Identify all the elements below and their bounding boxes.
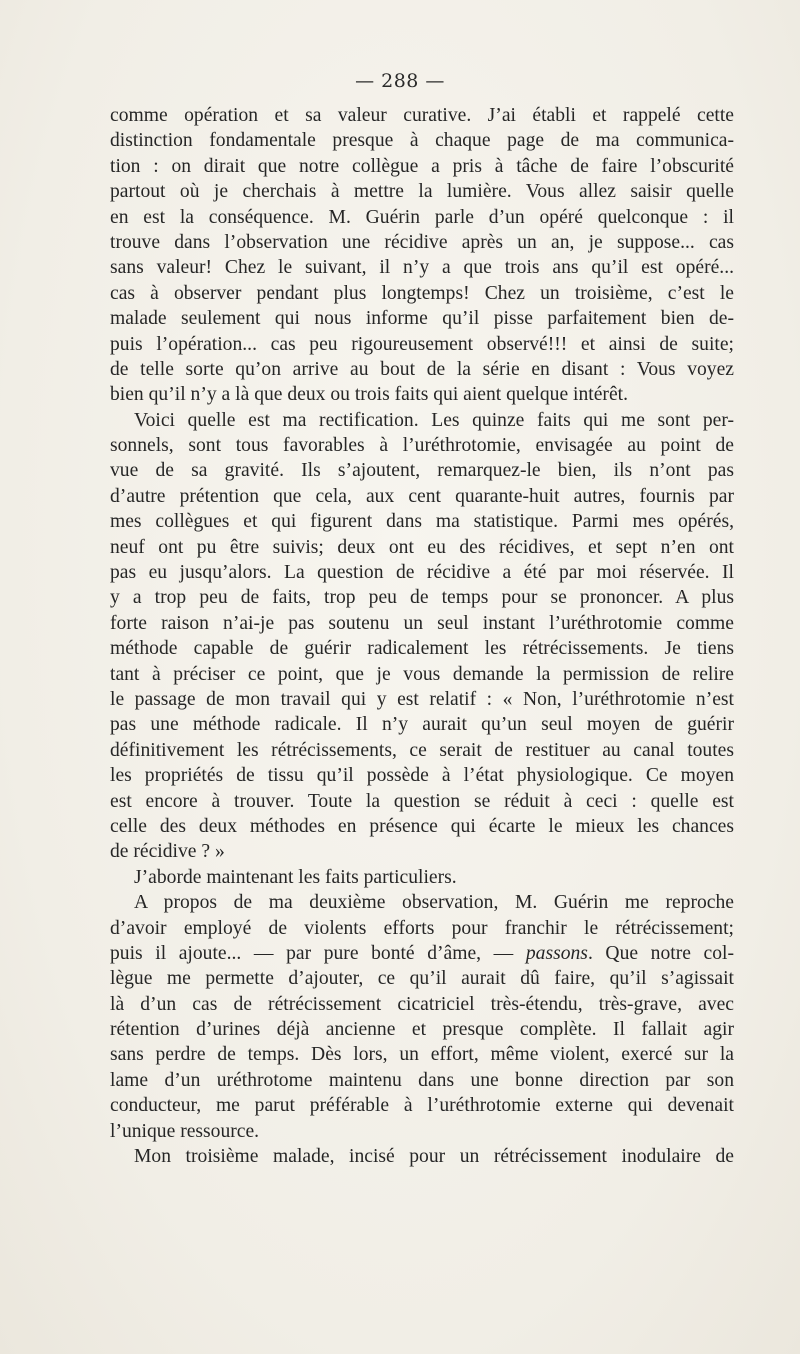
text-line: neuf ont pu être suivis; deux ont eu des récidives, et sept n’en ont [110, 536, 734, 558]
text-line: d’avoir employé de violents efforts pour franchir le rétrécissement; [110, 917, 734, 939]
text-line: trouve dans l’observation une récidive après un an, je suppose... cas [110, 231, 734, 253]
text-line: là d’un cas de rétrécissement cicatriciel très-étendu, très-grave, avec [110, 993, 734, 1015]
text-line: A propos de ma deuxième observation, M. Guérin me reproche [134, 892, 734, 914]
text-line: rétention d’urines déjà ancienne et presque complète. Il fallait agir [110, 1019, 734, 1041]
text-line: lègue me permette d’ajouter, ce qu’il aurait dû faire, qu’il s’agissait [110, 968, 734, 990]
text-line: cas à observer pendant plus longtemps! Chez un troisième, c’est le [110, 282, 734, 304]
text-line: tant à préciser ce point, que je vous demande la permission de relire [110, 663, 734, 685]
text-line: bien qu’il n’y a là que deux ou trois faits qui aient quelque intérêt. [110, 384, 629, 406]
text-line: puis l’opération... cas peu rigoureusement observé!!! et ainsi de suite; [110, 333, 734, 355]
text-line: tion : on dirait que notre collègue a pris à tâche de faire l’obscurité [110, 155, 734, 177]
text-line: comme opération et sa valeur curative. J’ai établi et rappelé cette [110, 105, 734, 126]
text-line: d’autre prétention que cela, aux cent quarante-huit autres, fournis par [110, 485, 734, 507]
text-line: puis il ajoute... — par pure bonté d’âme, — passons. Que notre col- [110, 942, 734, 964]
text-line: y a trop peu de faits, trop peu de temps pour se prononcer. A plus [110, 587, 734, 609]
text-line: celle des deux méthodes en présence qui écarte le mieux les chances [110, 815, 734, 837]
text-line: de récidive ? » [110, 841, 225, 863]
text-line: en est la conséquence. M. Guérin parle d’un opéré quelconque : il [110, 206, 734, 228]
text-line: pas une méthode radicale. Il n’y aurait qu’un seul moyen de guérir [110, 714, 734, 736]
text-line: forte raison n’ai-je pas soutenu un seul instant l’uréthrotomie comme [110, 612, 734, 634]
text-line: Mon troisième malade, incisé pour un rétrécissement inodulaire de [134, 1146, 734, 1168]
text-line: partout où je cherchais à mettre la lumière. Vous allez saisir quelle [110, 181, 734, 203]
text-line: vue de sa gravité. Ils s’ajoutent, remarquez-le bien, ils n’ont pas [110, 460, 734, 482]
page-number: — 288 — [355, 70, 445, 92]
text-line: conducteur, me parut préférable à l’uréthrotomie externe qui devenait [110, 1095, 734, 1117]
text-line: l’unique ressource. [110, 1120, 260, 1142]
text-line: pas eu jusqu’alors. La question de récidive a été par moi réservée. Il [110, 562, 734, 584]
text-line: lame d’un uréthrotome maintenu dans une bonne direction par son [110, 1069, 734, 1091]
text-line: est encore à trouver. Toute la question se réduit à ceci : quelle est [110, 790, 734, 812]
emphasis: passons [525, 942, 588, 964]
text-line: mes collègues et qui figurent dans ma statistique. Parmi mes opérés, [110, 511, 734, 533]
text-line: définitivement les rétrécissements, ce serait de restituer au canal toutes [110, 739, 734, 761]
text-line: sonnels, sont tous favorables à l’uréthrotomie, envisagée au point de [110, 435, 734, 457]
text-line: Voici quelle est ma rectification. Les quinze faits qui me sont per- [134, 409, 734, 431]
text-line: sans valeur! Chez le suivant, il n’y a que trois ans qu’il est opéré... [110, 257, 734, 279]
text-line: J’aborde maintenant les faits particuliers. [134, 866, 457, 888]
text-line: distinction fondamentale presque à chaque page de ma communica- [110, 130, 734, 152]
text-line: le passage de mon travail qui y est relatif : « Non, l’uréthrotomie n’est [110, 688, 734, 710]
text-line: sans perdre de temps. Dès lors, un effort, même violent, exercé sur la [110, 1044, 734, 1066]
body-text [110, 103, 734, 1169]
text-line: malade seulement qui nous informe qu’il pisse parfaitement bien de- [110, 308, 734, 330]
text-line: de telle sorte qu’on arrive au bout de la série en disant : Vous voyez [110, 358, 734, 380]
text-line: méthode capable de guérir radicalement les rétrécissements. Je tiens [110, 638, 734, 660]
text-line: les propriétés de tissu qu’il possède à l’état physiologique. Ce moyen [110, 765, 734, 787]
